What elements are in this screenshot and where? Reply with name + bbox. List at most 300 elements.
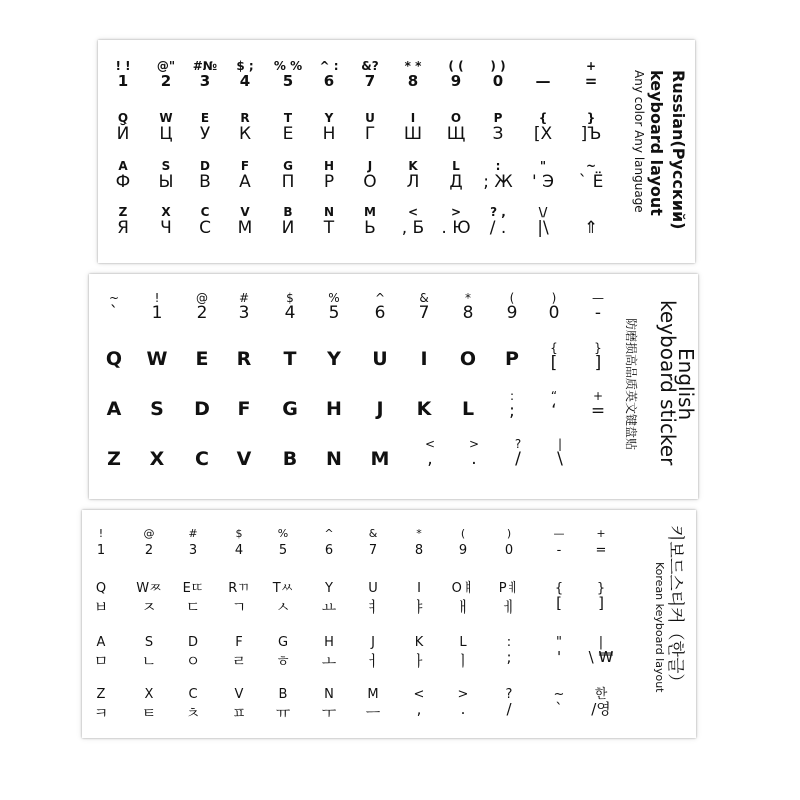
key-sticker <box>448 582 478 622</box>
key-bottom-label: Й <box>116 124 130 144</box>
key-bottom-label: S <box>150 398 164 420</box>
key-sticker <box>99 396 129 436</box>
key-bottom-label: ㅜ <box>321 704 337 722</box>
key-bottom-label: , <box>427 449 433 469</box>
key-top-label: — <box>553 527 565 540</box>
key-sticker <box>453 396 483 436</box>
key-top-label: Tㅆ <box>272 581 294 596</box>
key-sticker <box>398 112 428 152</box>
key-bottom-label: П <box>281 172 295 192</box>
key-top-label: F <box>235 635 243 650</box>
key-sticker <box>178 582 208 622</box>
key-sticker <box>576 60 606 100</box>
key-bottom-label: G <box>282 398 298 420</box>
key-top-label: X <box>144 687 154 702</box>
key-bottom-label: Р <box>323 172 335 192</box>
key-bottom-label: /영 <box>591 700 611 718</box>
key-sticker <box>544 582 574 622</box>
key-bottom-label: Ь <box>364 218 376 238</box>
key-top-label: Oㅒ <box>451 581 475 596</box>
key-bottom-label: И <box>281 218 295 238</box>
key-top-label: : <box>506 635 512 650</box>
key-top-label: " <box>556 635 562 650</box>
key-sticker <box>229 292 259 332</box>
key-top-label: " <box>539 159 547 173</box>
key-top-label: Rㄲ <box>228 581 250 596</box>
key-bottom-label: С <box>199 218 211 238</box>
key-top-label: % <box>277 527 289 540</box>
key-sticker <box>86 528 116 568</box>
key-bottom-label: ㅓ <box>365 652 381 670</box>
key-bottom-label: ] <box>598 594 604 612</box>
key-bottom-label: 7 <box>364 72 376 90</box>
key-bottom-label: 5 <box>278 543 288 558</box>
key-sticker <box>453 346 483 386</box>
key-sticker <box>273 112 303 152</box>
russian-sheet-title: Russian(Русский) <box>669 70 688 230</box>
key-bottom-label: Е <box>282 124 294 144</box>
key-sticker <box>409 292 439 332</box>
key-top-label: { <box>550 341 558 355</box>
key-bottom-label: ㅡ <box>365 704 381 722</box>
key-top-label: < <box>424 437 436 451</box>
key-bottom-label: 2 <box>144 543 154 558</box>
key-top-label: + <box>596 527 606 540</box>
key-sticker <box>142 346 172 386</box>
key-sticker <box>187 396 217 436</box>
key-sticker <box>583 292 613 332</box>
key-bottom-label: 4 <box>284 303 296 323</box>
key-bottom-label: / <box>506 700 512 718</box>
key-bottom-label: ㅐ <box>455 598 471 616</box>
key-sticker <box>108 60 138 100</box>
key-top-label: B <box>278 687 288 702</box>
key-sticker <box>441 160 471 200</box>
key-sticker <box>409 346 439 386</box>
key-bottom-label: 9 <box>450 72 462 90</box>
key-sticker <box>494 688 524 728</box>
key-sticker <box>355 60 385 100</box>
key-sticker <box>494 636 524 676</box>
key-top-label: : <box>495 159 501 173</box>
key-top-label: S <box>161 159 171 173</box>
english-sticker-sheet <box>89 274 698 499</box>
key-sticker <box>404 688 434 728</box>
key-sticker <box>358 528 388 568</box>
key-sticker <box>398 206 428 246</box>
key-sticker <box>142 446 172 486</box>
key-top-label: M <box>364 205 376 219</box>
key-top-label: Q <box>117 111 129 125</box>
key-bottom-label: - <box>556 543 562 558</box>
key-top-label: ~ <box>553 687 565 702</box>
key-bottom-label: ㄱ <box>231 598 247 616</box>
key-top-label: ) ) <box>490 59 506 73</box>
key-top-label: Y <box>324 111 334 125</box>
key-sticker <box>86 688 116 728</box>
russian-sheet-subtitle: keyboard layout <box>647 70 666 216</box>
key-top-label: + <box>592 389 604 403</box>
key-bottom-label: В <box>199 172 211 192</box>
key-bottom-label: F <box>237 398 251 420</box>
key-sticker <box>275 346 305 386</box>
key-bottom-label: D <box>194 398 210 420</box>
key-sticker <box>268 688 298 728</box>
key-bottom-label: 2 <box>160 72 172 90</box>
key-bottom-label: = <box>595 543 607 558</box>
key-sticker <box>108 112 138 152</box>
key-bottom-label: Щ <box>446 124 466 144</box>
key-bottom-label: ㅅ <box>275 598 291 616</box>
key-sticker <box>494 528 524 568</box>
key-sticker <box>268 582 298 622</box>
key-bottom-label: ㅔ <box>501 598 517 616</box>
key-top-label: E <box>200 111 210 125</box>
key-bottom-label: 3 <box>199 72 211 90</box>
key-sticker <box>497 346 527 386</box>
key-bottom-label: Д <box>449 172 463 192</box>
key-bottom-label: 6 <box>374 303 386 323</box>
key-top-label: U <box>368 581 378 596</box>
key-top-label: % <box>328 291 340 305</box>
key-bottom-label: 8 <box>407 72 419 90</box>
key-bottom-label: Я <box>117 218 129 238</box>
key-sticker <box>448 688 478 728</box>
key-bottom-label: 6 <box>323 72 335 90</box>
key-sticker <box>178 528 208 568</box>
key-top-label: % % <box>273 59 303 73</box>
key-sticker <box>178 636 208 676</box>
key-bottom-label: ` <box>555 700 563 718</box>
key-sticker <box>583 342 613 382</box>
key-bottom-label: 1 <box>96 543 106 558</box>
key-bottom-label: ㅗ <box>321 652 337 670</box>
key-bottom-label: B <box>282 448 298 470</box>
key-sticker <box>441 60 471 100</box>
key-sticker <box>576 160 606 200</box>
key-bottom-label: 9 <box>506 303 518 323</box>
key-bottom-label: 7 <box>368 543 378 558</box>
key-bottom-label: , Б <box>401 218 425 238</box>
key-top-label: @ <box>196 291 208 305</box>
key-sticker <box>544 636 574 676</box>
key-bottom-label: [Х <box>533 124 553 144</box>
key-top-label: J <box>367 159 373 173</box>
key-top-label: @ <box>143 527 155 540</box>
key-sticker <box>441 206 471 246</box>
key-bottom-label: Z <box>107 448 121 470</box>
key-top-label: O <box>450 111 462 125</box>
key-sticker <box>108 206 138 246</box>
key-bottom-label: Т <box>323 218 335 238</box>
key-bottom-label: 0 <box>504 543 514 558</box>
key-top-label: L <box>459 635 467 650</box>
key-sticker <box>365 292 395 332</box>
key-top-label: > <box>450 205 462 219</box>
key-top-label: ? <box>505 687 513 702</box>
key-sticker <box>528 206 558 246</box>
key-top-label: — <box>592 291 604 305</box>
key-sticker <box>355 160 385 200</box>
key-top-label: Wㅉ <box>136 581 162 596</box>
key-bottom-label: 7 <box>418 303 430 323</box>
key-top-label: X <box>161 205 171 219</box>
key-sticker <box>398 60 428 100</box>
key-sticker <box>187 346 217 386</box>
key-top-label: ! ! <box>115 59 131 73</box>
key-bottom-label: . <box>471 449 477 469</box>
key-sticker <box>448 528 478 568</box>
key-top-label: ( <box>509 291 515 305</box>
key-bottom-label: Q <box>105 348 123 370</box>
key-sticker <box>483 112 513 152</box>
key-bottom-label: ]Ъ <box>580 124 602 144</box>
key-top-label: I <box>417 581 421 596</box>
key-top-label: ! <box>154 291 160 305</box>
key-top-label: F <box>240 159 250 173</box>
key-sticker <box>365 346 395 386</box>
key-sticker <box>229 446 259 486</box>
key-bottom-label: ` <box>109 303 119 323</box>
key-bottom-label: R <box>236 348 252 370</box>
key-sticker <box>273 160 303 200</box>
key-sticker <box>99 446 129 486</box>
key-sticker <box>355 112 385 152</box>
key-bottom-label: / . <box>489 218 507 238</box>
key-bottom-label: V <box>236 448 252 470</box>
key-bottom-label: E <box>195 348 209 370</box>
key-bottom-label: \ <box>557 449 563 469</box>
key-sticker <box>586 528 616 568</box>
key-bottom-label: 1 <box>117 72 129 90</box>
key-bottom-label: [ <box>556 594 562 612</box>
key-bottom-label: ㄴ <box>141 652 157 670</box>
key-sticker <box>544 688 574 728</box>
key-sticker <box>314 688 344 728</box>
key-sticker <box>404 636 434 676</box>
key-bottom-label: А <box>239 172 251 192</box>
key-bottom-label: 4 <box>234 543 244 558</box>
key-bottom-label: ㅑ <box>411 598 427 616</box>
key-top-label: A <box>96 635 106 650</box>
key-bottom-label: ‘ <box>551 401 557 421</box>
key-bottom-label: ㅏ <box>411 652 427 670</box>
key-sticker <box>319 446 349 486</box>
key-bottom-label: W <box>146 348 168 370</box>
key-sticker <box>151 112 181 152</box>
key-top-label: H <box>324 635 334 650</box>
key-bottom-label: T <box>283 348 297 370</box>
key-bottom-label: 5 <box>328 303 340 323</box>
key-sticker <box>151 206 181 246</box>
key-sticker <box>275 446 305 486</box>
key-bottom-label: K <box>416 398 432 420</box>
key-sticker <box>190 160 220 200</box>
key-bottom-label: 3 <box>188 543 198 558</box>
key-top-label: Q <box>95 581 107 596</box>
key-top-label: { <box>554 581 564 596</box>
key-sticker <box>99 292 129 332</box>
key-sticker <box>319 346 349 386</box>
key-top-label: G <box>283 159 293 173</box>
key-top-label: ) <box>506 527 512 540</box>
key-top-label: C <box>188 687 198 702</box>
key-top-label: > <box>457 687 469 702</box>
key-sticker <box>190 206 220 246</box>
key-sticker <box>459 438 489 478</box>
key-top-label: ~ <box>108 291 120 305</box>
key-top-label: * <box>416 527 422 540</box>
key-sticker <box>229 396 259 436</box>
key-bottom-label: ㅣ <box>455 652 471 670</box>
key-bottom-label: З <box>492 124 504 144</box>
key-bottom-label: = <box>590 401 606 421</box>
key-bottom-label: К <box>238 124 252 144</box>
key-bottom-label: Ы <box>158 172 174 192</box>
key-top-label: ( <box>460 527 466 540</box>
key-bottom-label: 0 <box>548 303 560 323</box>
key-sticker <box>134 688 164 728</box>
russian-sheet-note: Any color Any language <box>632 70 646 213</box>
key-sticker <box>545 438 575 478</box>
key-sticker <box>134 582 164 622</box>
key-top-label: P <box>493 111 503 125</box>
key-top-label: } <box>586 111 596 125</box>
key-top-label: Pㅖ <box>498 581 520 596</box>
key-sticker <box>441 112 471 152</box>
key-sticker <box>86 636 116 676</box>
key-top-label: C <box>200 205 210 219</box>
key-top-label: D <box>200 159 210 173</box>
key-sticker <box>448 636 478 676</box>
key-bottom-label: ㅁ <box>93 652 109 670</box>
key-bottom-label: 4 <box>239 72 251 90</box>
key-bottom-label: M <box>370 448 390 470</box>
key-top-label: J <box>371 635 375 650</box>
key-bottom-label: I <box>420 348 428 370</box>
key-sticker <box>178 688 208 728</box>
korean-sheet-title: 키보드스티커（한글） <box>665 525 685 691</box>
key-sticker <box>365 446 395 486</box>
key-bottom-label: Ш <box>403 124 423 144</box>
korean-sheet-subtitle: Korean keyboard layout <box>653 562 666 693</box>
key-sticker <box>404 582 434 622</box>
key-top-label: } <box>594 341 602 355</box>
key-bottom-label: . <box>460 700 466 718</box>
key-sticker <box>314 528 344 568</box>
key-top-label: U <box>365 111 375 125</box>
key-sticker <box>230 60 260 100</box>
key-top-label: V <box>240 205 250 219</box>
key-sticker <box>586 582 616 622</box>
korean-sticker-sheet <box>82 510 696 738</box>
key-sticker <box>314 112 344 152</box>
key-bottom-label: ㅇ <box>185 652 201 670</box>
key-sticker <box>358 582 388 622</box>
key-bottom-label: = <box>584 72 598 90</box>
key-top-label: ^ <box>324 527 334 540</box>
russian-sticker-sheet <box>98 40 695 263</box>
key-sticker <box>224 636 254 676</box>
key-top-label: * * <box>404 59 422 73</box>
key-sticker <box>576 206 606 246</box>
key-sticker <box>314 636 344 676</box>
key-top-label: ! <box>98 527 104 540</box>
key-sticker <box>586 688 616 728</box>
key-sticker <box>528 112 558 152</box>
key-sticker <box>409 396 439 436</box>
key-bottom-label: H <box>326 398 342 420</box>
key-top-label: Y <box>325 581 333 596</box>
key-top-label: V <box>234 687 244 702</box>
key-bottom-label: 8 <box>414 543 424 558</box>
key-top-label: M <box>367 687 379 702</box>
key-top-label: K <box>414 635 424 650</box>
key-bottom-label: Ц <box>159 124 173 144</box>
key-top-label: | <box>557 437 563 451</box>
key-sticker <box>230 206 260 246</box>
key-sticker <box>230 112 260 152</box>
key-bottom-label: О <box>363 172 377 192</box>
key-bottom-label: 9 <box>458 543 468 558</box>
key-bottom-label: - <box>594 303 602 323</box>
key-top-label: ) <box>551 291 557 305</box>
key-top-label: $ <box>235 527 243 540</box>
key-bottom-label: 6 <box>324 543 334 558</box>
key-sticker <box>224 688 254 728</box>
key-sticker <box>134 636 164 676</box>
key-top-label: K <box>408 159 418 173</box>
key-bottom-label: Л <box>406 172 420 192</box>
key-sticker <box>86 582 116 622</box>
key-bottom-label: ; Ж <box>483 172 513 192</box>
key-top-label: T <box>283 111 293 125</box>
key-bottom-label: ⇑ <box>583 218 599 238</box>
key-sticker <box>494 582 524 622</box>
key-sticker <box>539 292 569 332</box>
key-sticker <box>415 438 445 478</box>
key-bottom-label: ' <box>556 648 562 666</box>
key-sticker <box>358 636 388 676</box>
key-top-label: { <box>538 111 548 125</box>
key-sticker <box>190 112 220 152</box>
key-sticker <box>273 60 303 100</box>
key-top-label: 한 <box>594 687 608 702</box>
key-sticker <box>314 206 344 246</box>
key-bottom-label: Y <box>327 348 341 370</box>
key-bottom-label: [ <box>550 353 558 373</box>
key-sticker <box>404 528 434 568</box>
key-top-label: H <box>323 159 335 173</box>
key-sticker <box>483 206 513 246</box>
key-sticker <box>187 292 217 332</box>
key-bottom-label: \ ₩ <box>588 648 614 666</box>
key-bottom-label: U <box>372 348 388 370</box>
key-sticker <box>355 206 385 246</box>
key-top-label: ^ <box>374 291 386 305</box>
key-bottom-label: A <box>106 398 122 420</box>
key-sticker <box>268 636 298 676</box>
key-top-label: * <box>465 291 471 305</box>
key-sticker <box>187 446 217 486</box>
key-bottom-label: ㅂ <box>93 598 109 616</box>
key-top-label: S <box>144 635 154 650</box>
key-top-label: | <box>598 635 604 650</box>
key-top-label: \/ <box>538 205 548 219</box>
key-bottom-label: ㄷ <box>185 598 201 616</box>
key-bottom-label: Г <box>364 124 376 144</box>
key-sticker <box>275 292 305 332</box>
